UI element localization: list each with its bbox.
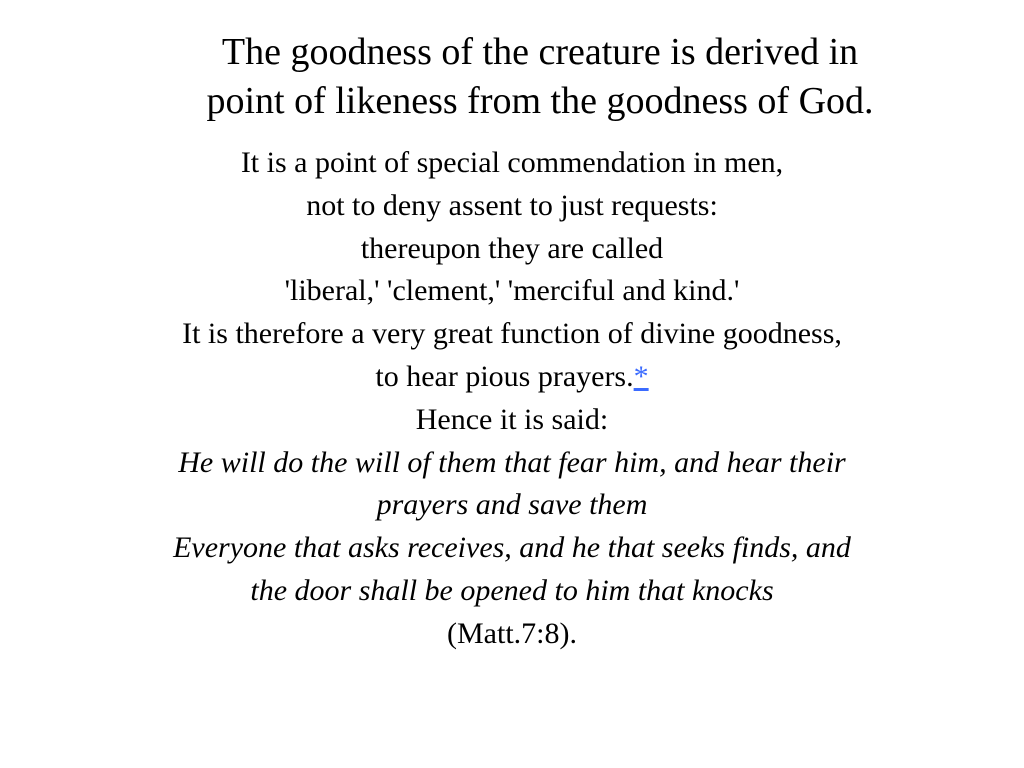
slide-title [130,28,950,126]
slide-body [20,142,1004,656]
body-line-3: thereupon they are called [360,231,664,265]
body-line-2: not to deny assent to just requests: [306,188,718,222]
scripture-reference: (Matt.7:8). [447,616,577,650]
body-line-5: It is therefore a very great function of divine goodness, [182,317,842,351]
title-line-2: point of likeness from the goodness of God. [206,80,874,122]
title-line-1: The goodness of the creature is derived in [221,31,859,73]
body-line-6 [20,356,1004,399]
quote-1-line-2: prayers and save them [376,488,648,522]
quote-2-line-2: the door shall be opened to him that knocks [250,573,774,607]
quote-1-line-1: He will do the will of them that fear him, and hear their [178,445,846,479]
footnote-link[interactable]: * [633,359,649,393]
quote-2-line-1: Everyone that asks receives, and he that seeks finds, and [173,531,851,565]
pious-prayers-text: to hear pious prayers. [375,359,634,393]
hence-line: Hence it is said: [415,402,609,436]
body-line-1: It is a point of special commendation in men, [240,146,784,179]
body-line-4: 'liberal,' 'clement,' 'merciful and kind.' [284,274,740,308]
